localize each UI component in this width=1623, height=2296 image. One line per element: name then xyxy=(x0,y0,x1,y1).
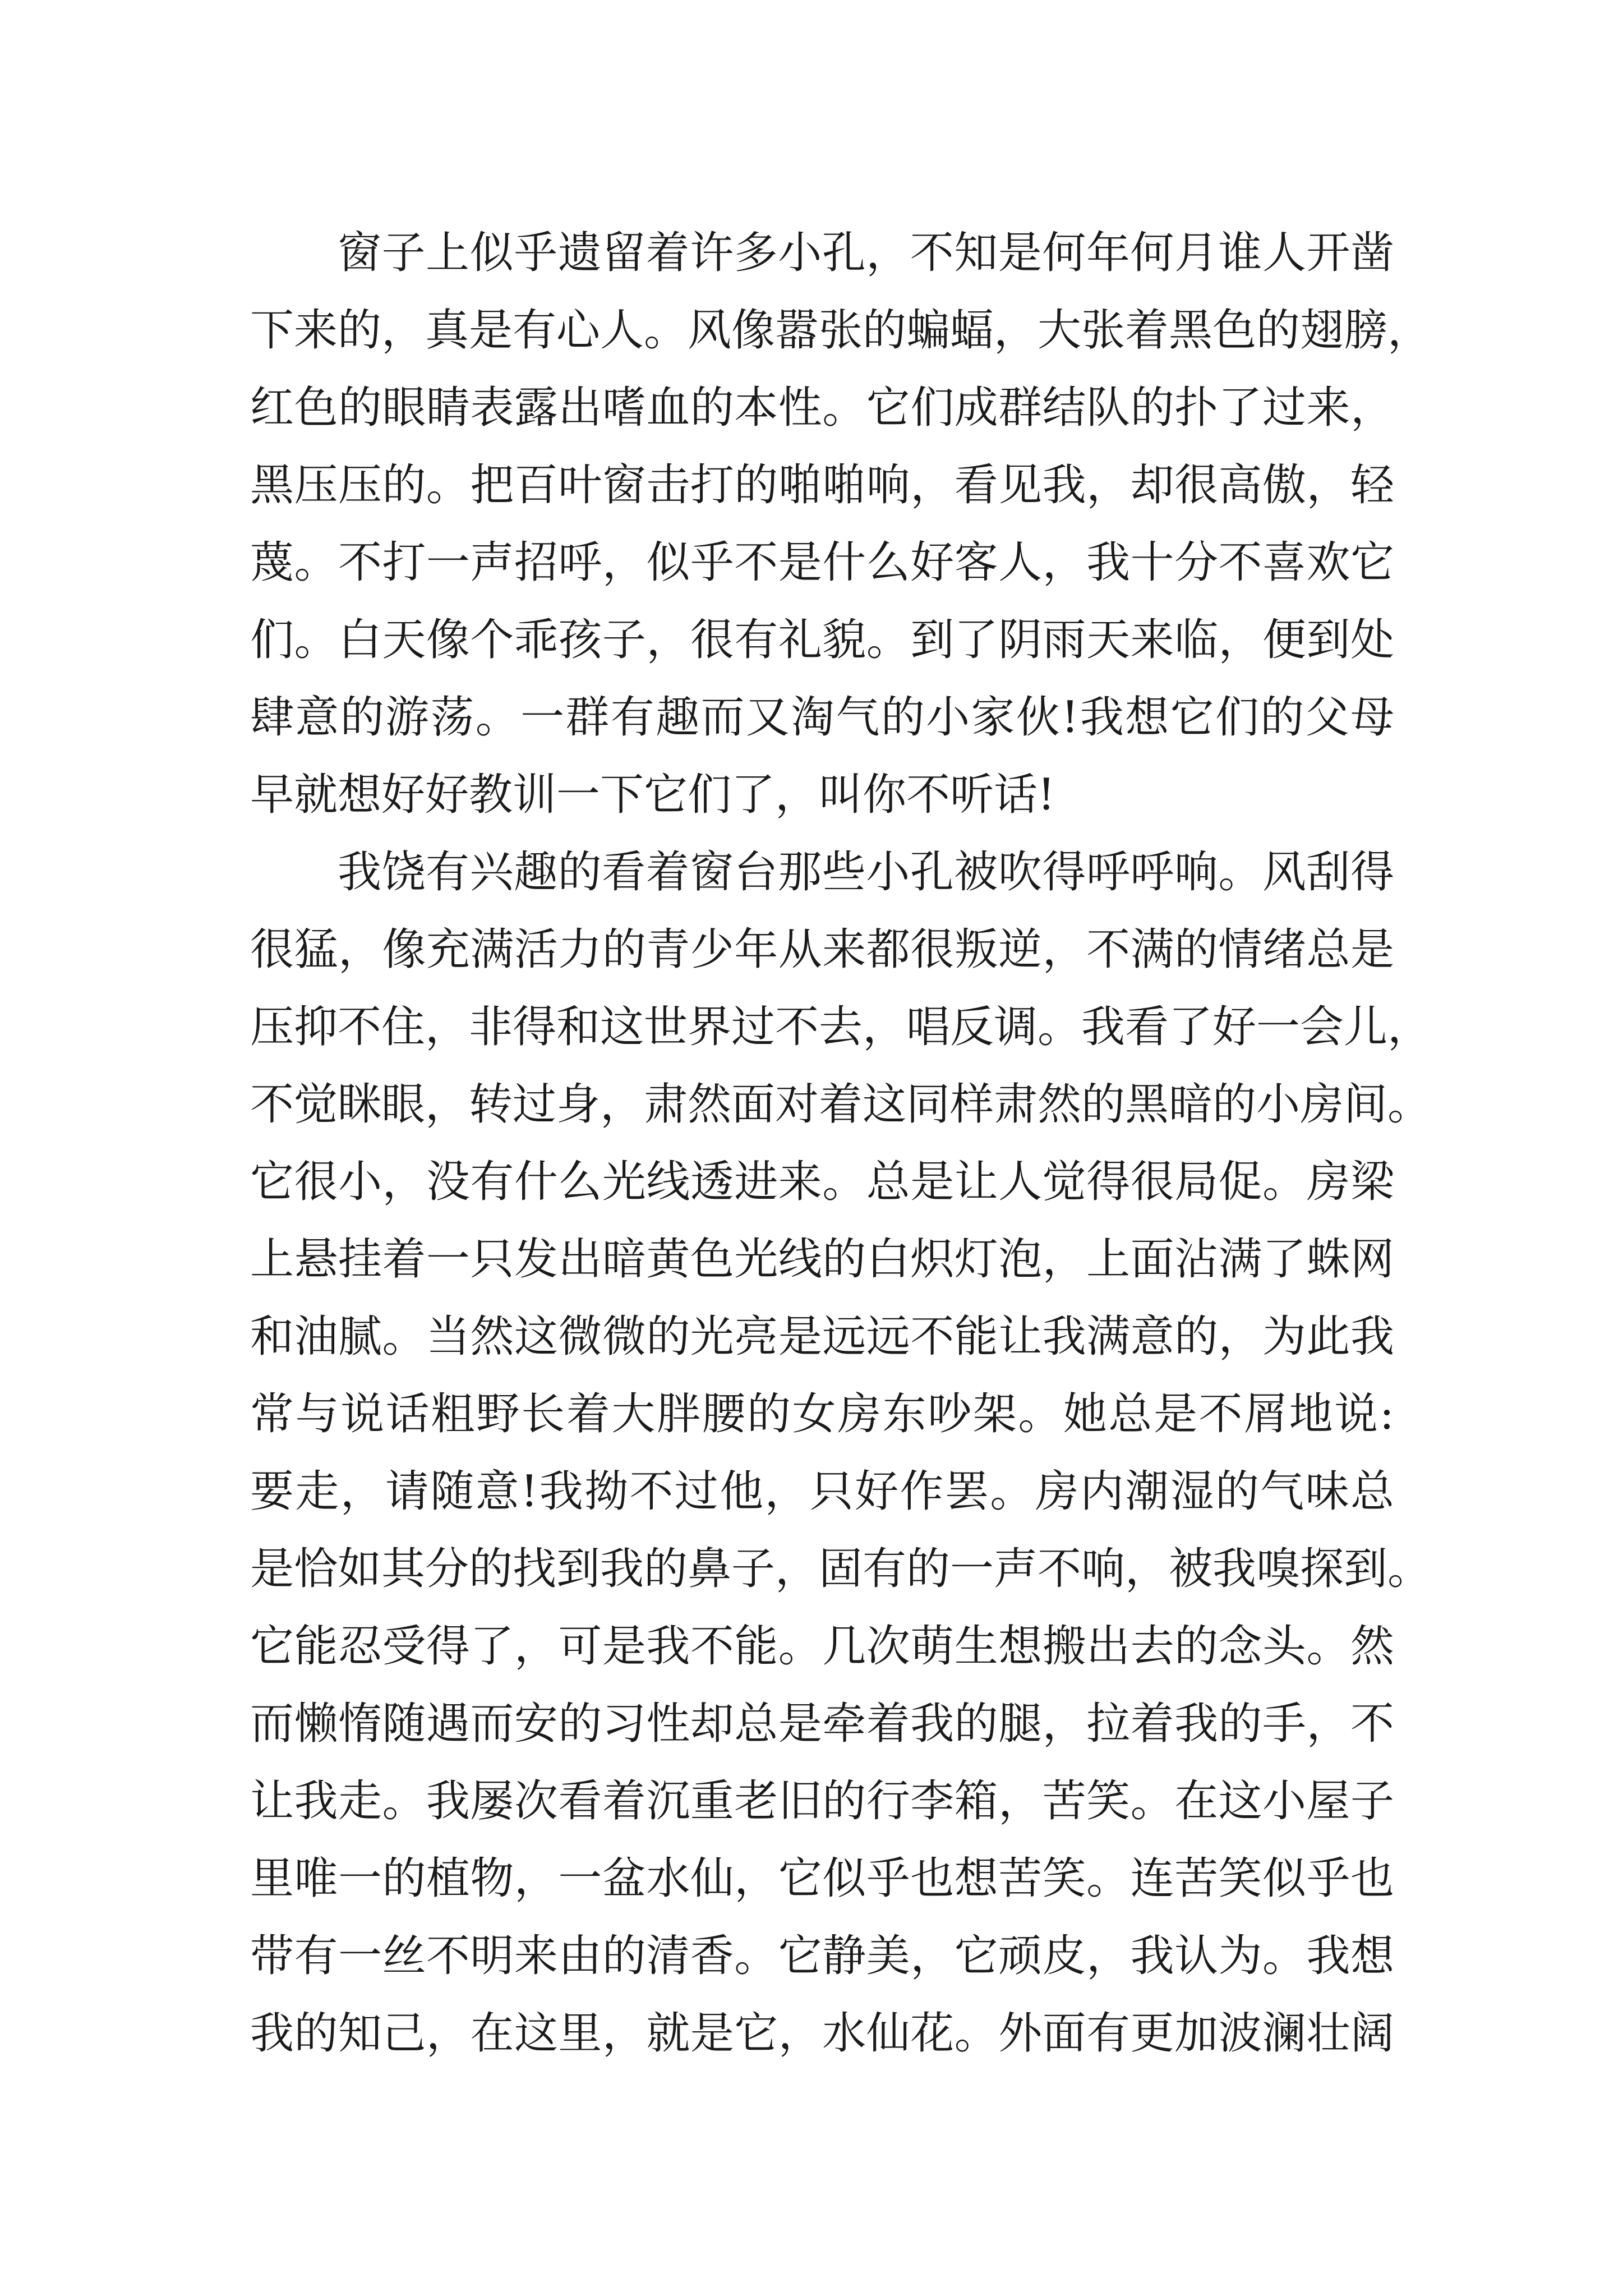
text-line: 黑压压的。把百叶窗击打的啪啪响，看见我，却很高傲，轻 xyxy=(250,460,1394,510)
text-line: 红色的眼睛表露出嗜血的本性。它们成群结队的扑了过来， xyxy=(250,383,1394,433)
text-line: 带有一丝不明来由的清香。它静美，它顽皮，我认为。我想 xyxy=(250,1931,1394,1981)
body-text xyxy=(250,214,1432,2072)
text-line: 常与说话粗野长着大胖腰的女房东吵架。她总是不屑地说: xyxy=(250,1389,1394,1439)
text-line: 我的知己，在这里，就是它，水仙花。外面有更加波澜壮阔 xyxy=(250,2008,1394,2059)
text-line: 早就想好好教训一下它们了，叫你不听话! xyxy=(250,770,1055,820)
text-line: 它能忍受得了，可是我不能。几次萌生想搬出去的念头。然 xyxy=(250,1621,1394,1672)
paragraph xyxy=(250,834,1432,2072)
text-line: 压抑不住，非得和这世界过不去，唱反调。我看了好一会儿， xyxy=(250,1002,1432,1052)
text-line: 而懒惰随遇而安的习性却总是牵着我的腿，拉着我的手，不 xyxy=(250,1699,1394,1749)
text-line: 下来的，真是有心人。风像嚣张的蝙蝠，大张着黑色的翅膀， xyxy=(250,305,1432,356)
text-line: 窗子上似乎遗留着许多小孔，不知是何年何月谁人开凿 xyxy=(338,228,1394,278)
text-line: 里唯一的植物，一盆水仙，它似乎也想苦笑。连苦笑似乎也 xyxy=(250,1853,1394,1904)
text-line: 它很小，没有什么光线透进来。总是让人觉得很局促。房梁 xyxy=(250,1157,1394,1207)
text-line: 我饶有兴趣的看着窗台那些小孔被吹得呼呼响。风刮得 xyxy=(338,847,1394,898)
text-line: 不觉眯眼，转过身，肃然面对着这同样肃然的黑暗的小房间。 xyxy=(250,1079,1432,1130)
paragraph xyxy=(250,214,1432,834)
text-line: 让我走。我屡次看着沉重老旧的行李箱，苦笑。在这小屋子 xyxy=(250,1776,1394,1826)
text-line: 蔑。不打一声招呼，似乎不是什么好客人，我十分不喜欢它 xyxy=(250,537,1394,588)
text-line: 上悬挂着一只发出暗黄色光线的白炽灯泡，上面沾满了蛛网 xyxy=(250,1234,1394,1285)
text-line: 要走，请随意!我拗不过他，只好作罢。房内潮湿的气味总 xyxy=(250,1466,1394,1517)
text-line: 和油腻。当然这微微的光亮是远远不能让我满意的，为此我 xyxy=(250,1312,1394,1362)
text-line: 是恰如其分的找到我的鼻子，固有的一声不响，被我嗅探到。 xyxy=(250,1544,1432,1594)
text-line: 们。白天像个乖孩子，很有礼貌。到了阴雨天来临，便到处 xyxy=(250,615,1394,665)
text-line: 很猛，像充满活力的青少年从来都很叛逆，不满的情绪总是 xyxy=(250,924,1394,975)
text-line: 肆意的游荡。一群有趣而又淘气的小家伙!我想它们的父母 xyxy=(250,692,1394,743)
